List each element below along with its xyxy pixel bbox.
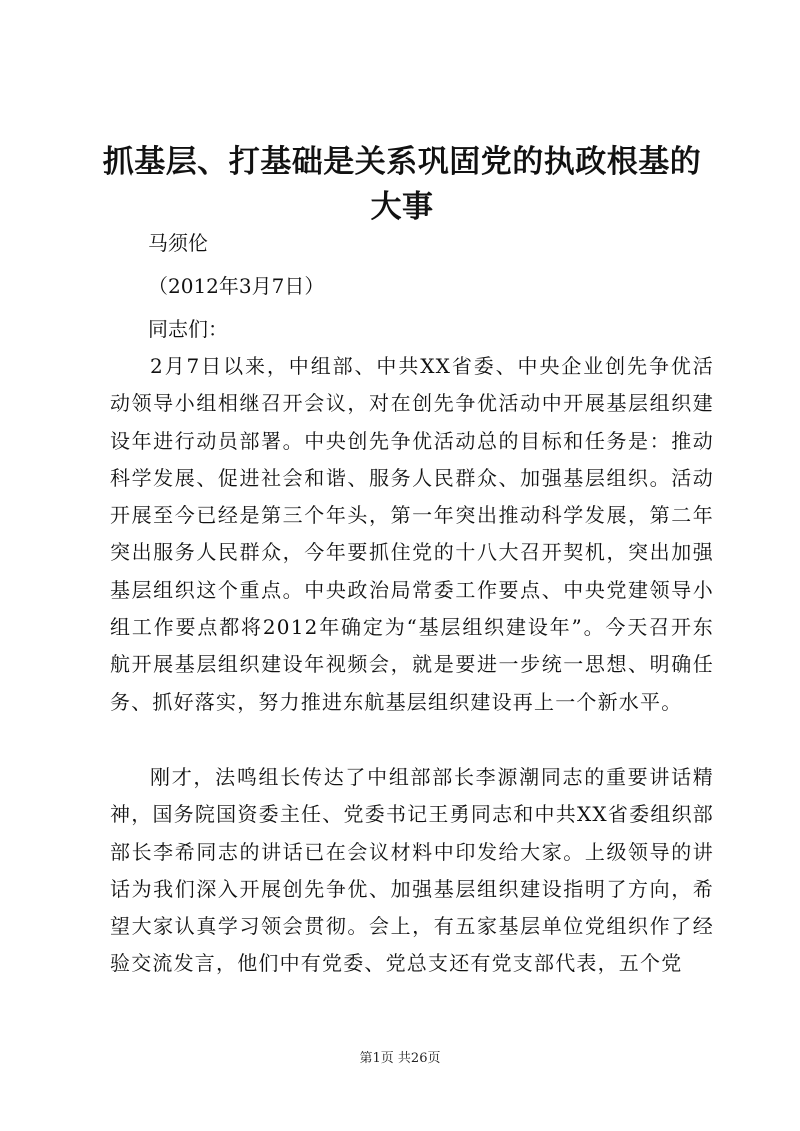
page-number-footer: 第1页 共26页 [359,1051,441,1066]
author-name: 马须伦 [148,231,208,255]
page-title: 抓基层、打基础是关系巩固党的执政根基的大事 [102,144,702,225]
salutation: 同志们： [148,317,228,341]
body-paragraph-1: 2月7日以来，中组部、中共XX省委、中央企业创先争优活动领导小组相继召开会议，对在创先争优活动中开展基层组织建设年进行动员部署。中央创先争优活动总的目标和任务是：推动科学发展、促进社会和谐、服务人民群众、加强基层组织。活动开展至今已经是第三个年头，第一年突出推动科学发展，第二年突出服务人民群众，今年要抓住党的十八大召开契机，突出加强基层组织这个重点。中央政治局常委工作要点、中央党建领导小组工作要点都将2012年确定为“基层组织建设年”。今天召开东航开展基层组织建设年视频会，就是要进一步统一思想、明确任务、抓好落实，努力推进东航基层组织建设再上一个新水平。 [110,354,714,714]
speech-date: （2012年3月7日） [148,274,325,298]
body-paragraph-2: 刚才，法鸣组长传达了中组部部长李源潮同志的重要讲话精神，国务院国资委主任、党委书记王勇同志和中共XX省委组织部部长李希同志的讲话已在会议材料中印发给大家。上级领导的讲话为我们深入开展创先争优、加强基层组织建设指明了方向，希望大家认真学习领会贯彻。会上，有五家基层单位党组织作了经验交流发言，他们中有党委、党总支还有党支部代表，五个党 [110,765,714,976]
